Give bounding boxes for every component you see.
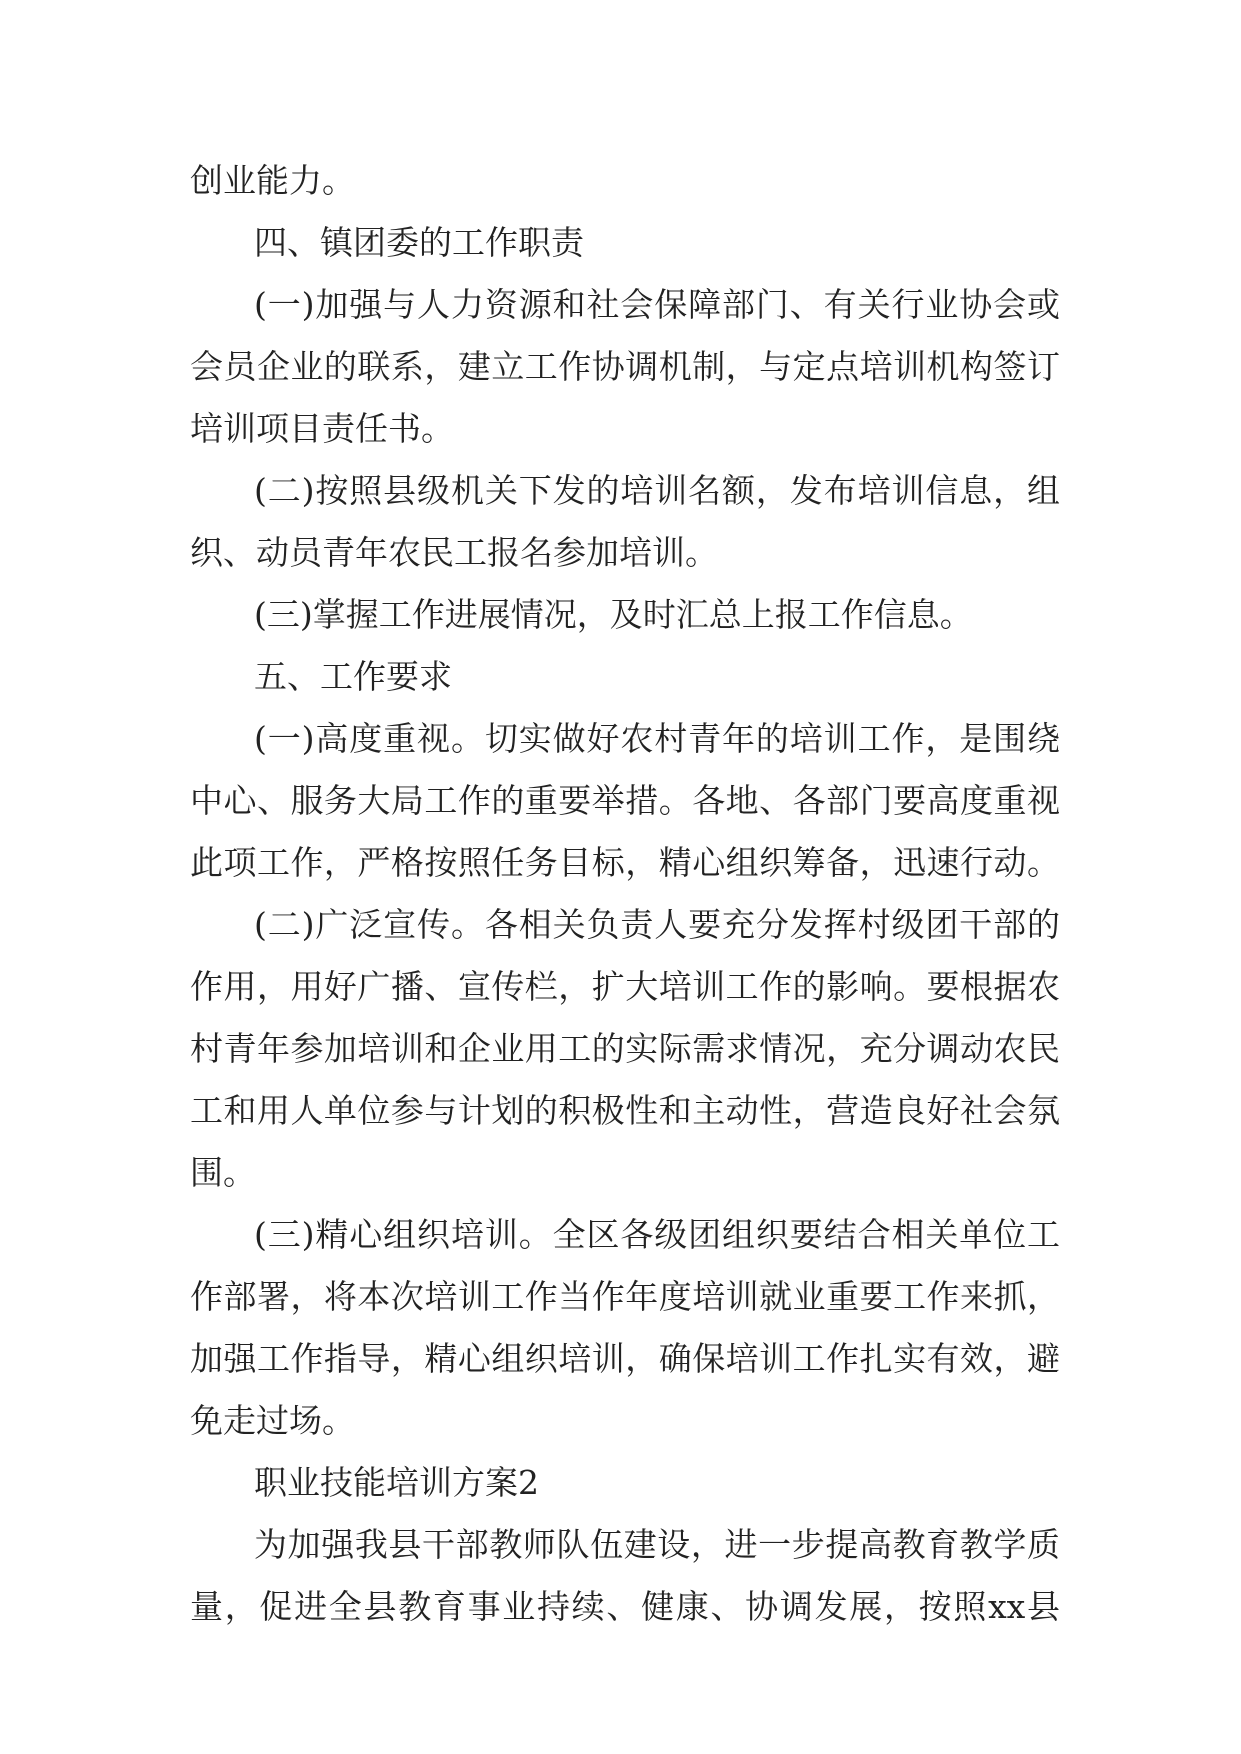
text-line: 围。 bbox=[190, 1153, 256, 1192]
text-line: 免走过场。 bbox=[190, 1401, 355, 1440]
text-line: (三)精心组织培训。全区各级团组织要结合相关单位工 bbox=[254, 1215, 1060, 1254]
text-line: (二)广泛宣传。各相关负责人要充分发挥村级团干部的 bbox=[254, 905, 1060, 944]
text-line: 作用，用好广播、宣传栏，扩大培训工作的影响。要根据农 bbox=[190, 967, 1060, 1006]
document-body bbox=[190, 150, 1060, 1638]
text-line: 量，促进全县教育事业持续、健康、协调发展，按照xx县 bbox=[190, 1587, 1060, 1626]
text-line: 作部署，将本次培训工作当作年度培训就业重要工作来抓， bbox=[190, 1277, 1060, 1316]
document-title: 职业技能培训方案2 bbox=[254, 1463, 539, 1502]
text-line: 为加强我县干部教师队伍建设，进一步提高教育教学质 bbox=[254, 1525, 1060, 1564]
text-line: 会员企业的联系，建立工作协调机制，与定点培训机构签订 bbox=[190, 347, 1060, 386]
text-line: (二)按照县级机关下发的培训名额，发布培训信息，组 bbox=[254, 471, 1060, 510]
text-line: 培训项目责任书。 bbox=[190, 409, 454, 448]
text-line: 此项工作，严格按照任务目标，精心组织筹备，迅速行动。 bbox=[190, 843, 1060, 882]
text-line: 村青年参加培训和企业用工的实际需求情况，充分调动农民 bbox=[190, 1029, 1060, 1068]
text-line: 中心、服务大局工作的重要举措。各地、各部门要高度重视 bbox=[190, 781, 1060, 820]
text-line: (一)加强与人力资源和社会保障部门、有关行业协会或 bbox=[254, 285, 1060, 324]
section-heading: 五、工作要求 bbox=[254, 657, 452, 696]
text-line: 织、动员青年农民工报名参加培训。 bbox=[190, 533, 718, 572]
text-line: 加强工作指导，精心组织培训，确保培训工作扎实有效，避 bbox=[190, 1339, 1060, 1378]
text-line: (三)掌握工作进展情况，及时汇总上报工作信息。 bbox=[254, 595, 973, 634]
text-line: 创业能力。 bbox=[190, 161, 355, 200]
text-line: (一)高度重视。切实做好农村青年的培训工作，是围绕 bbox=[254, 719, 1060, 758]
text-line: 工和用人单位参与计划的积极性和主动性，营造良好社会氛 bbox=[190, 1091, 1060, 1130]
section-heading: 四、镇团委的工作职责 bbox=[254, 223, 584, 262]
